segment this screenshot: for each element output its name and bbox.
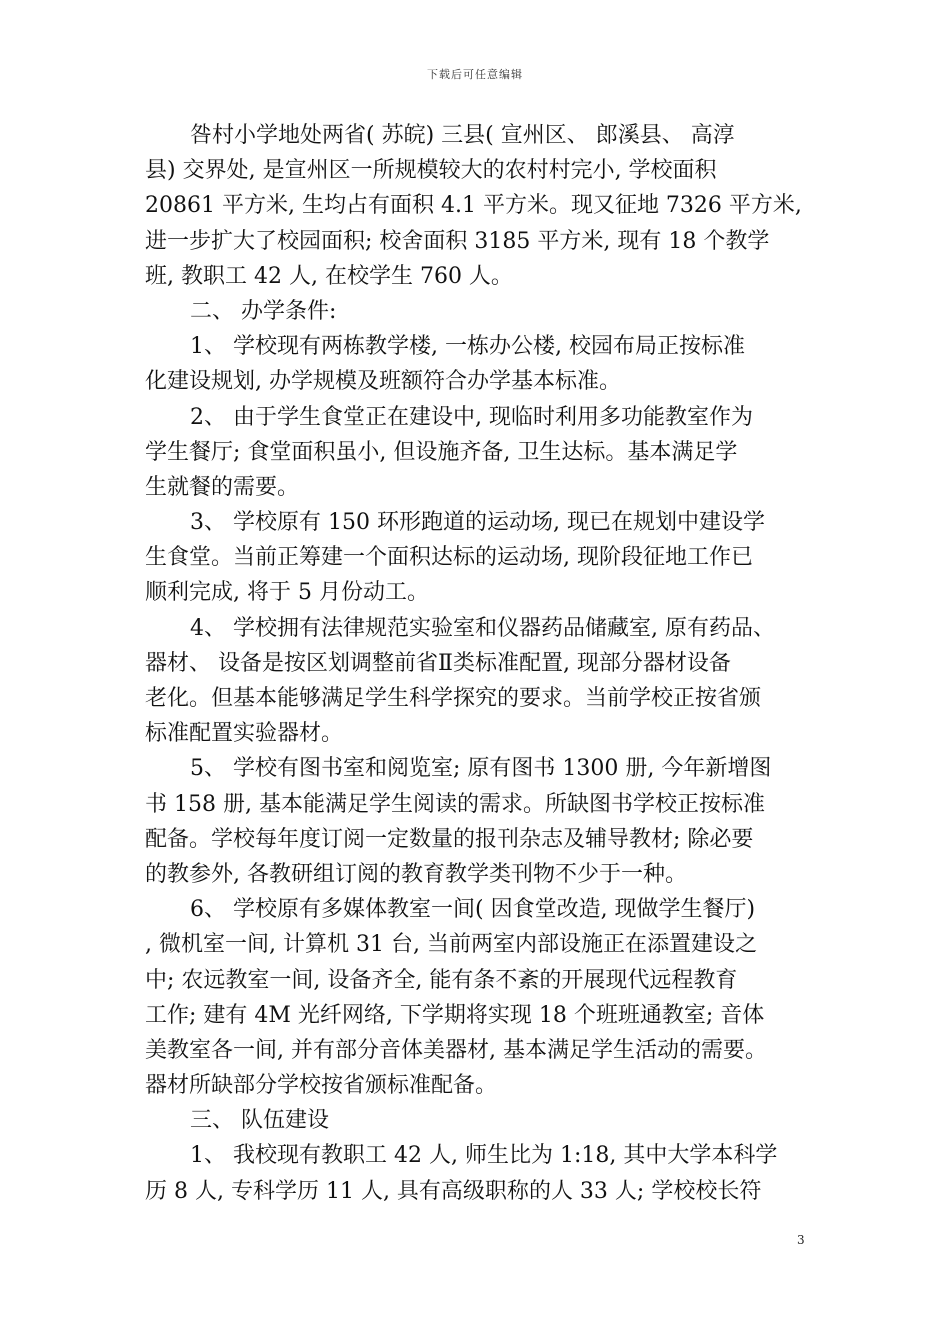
text-line: 1、 学校现有两栋教学楼, 一栋办公楼, 校园布局正按标准 xyxy=(190,334,745,360)
text-line: 生就餐的需要。 xyxy=(145,474,300,500)
text-line: 书 158 册, 基本能满足学生阅读的需求。所缺图书学校正按标准 xyxy=(145,791,765,817)
text-line: 1、 我校现有教职工 42 人, 师生比为 1:18, 其中大学本科学 xyxy=(190,1143,778,1169)
text-line: 化建设规划, 办学规模及班额符合办学基本标准。 xyxy=(145,369,621,395)
text-line: 历 8 人, 专科学历 11 人, 具有高级职称的人 33 人; 学校校长符 xyxy=(145,1178,762,1204)
text-line: 县) 交界处, 是宣州区一所规模较大的农村村完小, 学校面积 xyxy=(145,158,717,184)
text-line: 生食堂。当前正筹建一个面积达标的运动场, 现阶段征地工作已 xyxy=(145,545,753,571)
text-line: 20861 平方米, 生均占有面积 4.1 平方米。现又征地 7326 平方米, xyxy=(145,193,802,219)
text-line: 工作; 建有 4M 光纤网络, 下学期将实现 18 个班班通教室; 音体 xyxy=(145,1002,765,1028)
text-line: 班, 教职工 42 人, 在校学生 760 人。 xyxy=(145,263,513,289)
page-header: 下载后可任意编辑 xyxy=(427,68,523,81)
page-number: 3 xyxy=(797,1233,805,1247)
text-line: 配备。学校每年度订阅一定数量的报刊杂志及辅导教材; 除必要 xyxy=(145,826,754,852)
text-line: 器材所缺部分学校按省颁标准配备。 xyxy=(145,1073,498,1099)
document-body xyxy=(145,118,825,1209)
text-line: 标准配置实验器材。 xyxy=(145,721,344,747)
text-line: 三、 队伍建设 xyxy=(190,1108,329,1134)
text-line: 进一步扩大了校园面积; 校舍面积 3185 平方米, 现有 18 个教学 xyxy=(145,228,770,254)
text-line: , 微机室一间, 计算机 31 台, 当前两室内部设施正在添置建设之 xyxy=(145,932,757,958)
text-line: 器材、 设备是按区划调整前省Ⅱ类标准配置, 现部分器材设备 xyxy=(145,650,731,676)
text-line: 老化。但基本能够满足学生科学探究的要求。当前学校正按省颁 xyxy=(145,686,762,711)
text-line: 学生餐厅; 食堂面积虽小, 但设施齐备, 卫生达标。基本满足学 xyxy=(145,439,738,465)
text-line: 的教参外, 各教研组订阅的教育教学类刊物不少于一种。 xyxy=(145,861,687,887)
text-line: 3、 学校原有 150 环形跑道的运动场, 现已在规划中建设学 xyxy=(190,510,765,536)
text-line: 二、 办学条件: xyxy=(190,298,337,324)
text-line: 中; 农远教室一间, 设备齐全, 能有条不紊的开展现代远程教育 xyxy=(145,967,738,993)
text-line: 4、 学校拥有法律规范实验室和仪器药品储藏室, 原有药品、 xyxy=(190,615,775,641)
text-line: 美教室各一间, 并有部分音体美器材, 基本满足学生活动的需要。 xyxy=(145,1037,767,1063)
text-line: 6、 学校原有多媒体教室一间( 因食堂改造, 现做学生餐厅) xyxy=(190,897,756,923)
text-line: 2、 由于学生食堂正在建设中, 现临时利用多功能教室作为 xyxy=(190,404,753,430)
text-line: 咎村小学地处两省( 苏皖) 三县( 宣州区、 郎溪县、 高淳 xyxy=(190,123,735,148)
text-line: 顺利完成, 将于 5 月份动工。 xyxy=(145,580,429,606)
text-line: 5、 学校有图书室和阅览室; 原有图书 1300 册, 今年新增图 xyxy=(190,756,772,782)
